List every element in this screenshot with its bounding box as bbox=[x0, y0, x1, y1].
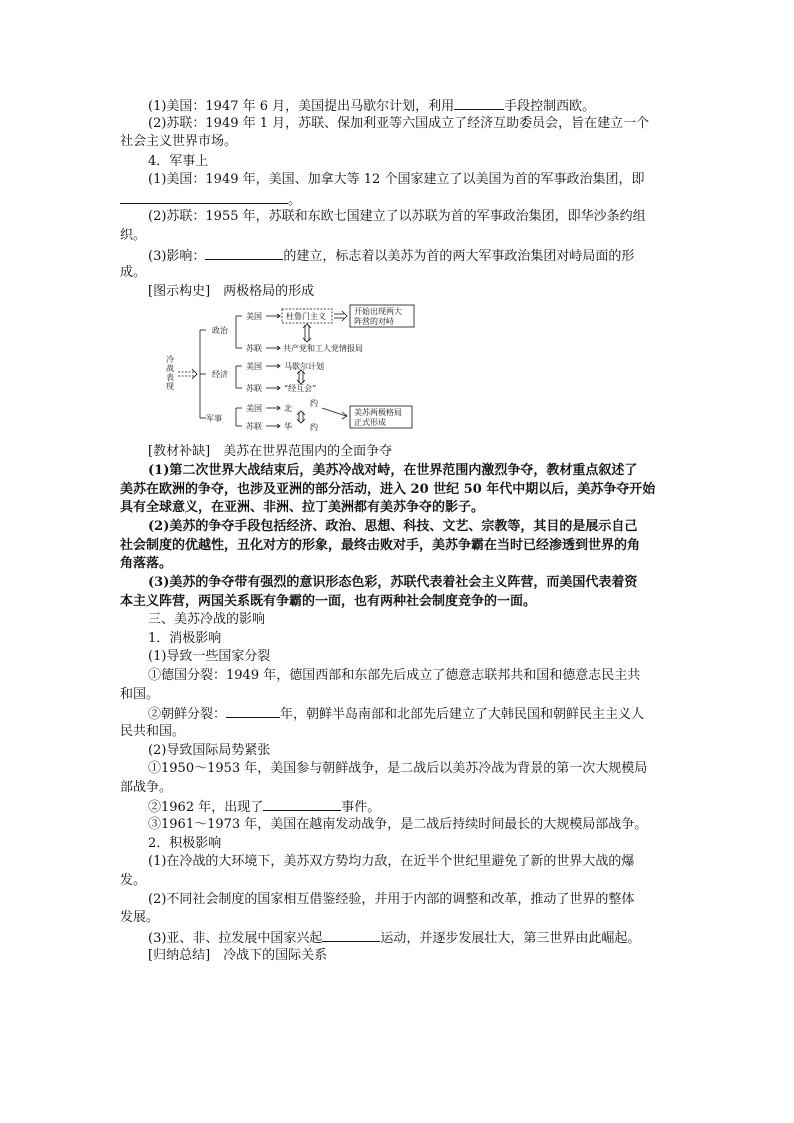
text-line: (3)美苏的争夺带有强烈的意识形态色彩，苏联代表着社会主义阵营，而美国代表着资 bbox=[148, 575, 638, 590]
text-line: 本主义阵营，两国关系既有争霸的一面，也有两种社会制度竞争的一面。 bbox=[120, 594, 537, 609]
text-line: 社会主义世界市场。 bbox=[120, 134, 238, 149]
politics-label: 政治 bbox=[212, 326, 228, 335]
fill-blank bbox=[322, 928, 380, 942]
north-label: 北 bbox=[284, 404, 292, 413]
text-line: 发展。 bbox=[120, 910, 160, 925]
us-label: 美国 bbox=[246, 362, 262, 371]
us-label: 美国 bbox=[246, 312, 262, 321]
text-line: (1)第二次世界大战结束后，美苏冷战对峙，在世界范围内激烈争夺，教材重点叙述了 bbox=[148, 463, 638, 478]
text-line: (2)导致国际局势紧张 bbox=[148, 743, 271, 758]
text-line: (1)美国：1949 年，美国、加拿大等 12 个国家建立了以美国为首的军事政治集团，即 bbox=[148, 172, 645, 187]
text-line: 和国。 bbox=[120, 687, 160, 702]
text-line: ②1962 年，出现了 事件。 bbox=[148, 797, 380, 817]
ussr-label: 苏联 bbox=[246, 384, 262, 393]
section-heading: [教材补缺] 美苏在世界范围内的全面争夺 bbox=[148, 444, 393, 459]
section-heading: 三、美苏冷战的影响 bbox=[148, 612, 266, 627]
fill-blank bbox=[205, 246, 283, 260]
fill-blank bbox=[454, 96, 504, 110]
text-line: (2)苏联：1955 年，苏联和东欧七国建立了以苏联为首的军事政治集团，即华沙条约组 bbox=[148, 209, 646, 224]
text-line: 民共和国。 bbox=[120, 724, 186, 739]
truman-doctrine-label: 杜鲁门主义 bbox=[286, 312, 326, 321]
ussr-label: 苏联 bbox=[246, 344, 262, 353]
fill-blank bbox=[226, 704, 280, 718]
hua-label: 华 bbox=[284, 422, 292, 431]
ussr-label: 苏联 bbox=[246, 422, 262, 431]
text-line: (1)在冷战的大环境下，美苏双方势均力敌，在近半个世纪里避免了新的世界大战的爆 bbox=[148, 854, 635, 869]
text-line: (2)美苏的争夺手段包括经济、政治、思想、科技、文艺、宗教等，其目的是展示自己 bbox=[148, 519, 638, 534]
text-line: ②朝鲜分裂： 年，朝鲜半岛南部和北部先后建立了大韩民国和朝鲜民主主义人 bbox=[148, 704, 644, 724]
text-line: 成。 bbox=[120, 265, 147, 280]
text-line: (1)美国：1947 年 6 月，美国提出马歇尔计划，利用 手段控制西欧。 bbox=[148, 96, 595, 116]
marshall-plan-label: 马歇尔计划 bbox=[284, 362, 324, 371]
section-heading: [图示构史] 两极格局的形成 bbox=[148, 284, 315, 299]
economy-label: 经济 bbox=[212, 370, 228, 379]
text-line: 。 bbox=[120, 190, 301, 210]
section-heading: 1．消极影响 bbox=[148, 631, 222, 646]
fill-blank bbox=[120, 190, 288, 204]
formal-line-1: 美苏两极格局 bbox=[354, 408, 402, 417]
text-line: (2)苏联：1949 年 1 月，苏联、保加利亚等六国成立了经济互助委员会，旨在建立一个 bbox=[148, 116, 650, 131]
svg-text:现: 现 bbox=[166, 382, 174, 391]
text-line: 部战争。 bbox=[120, 780, 173, 795]
bipolar-structure-diagram bbox=[160, 302, 430, 432]
text-line: ①1950～1953 年，美国参与朝鲜战争，是二战后以美苏冷战为背景的第一次大规模局 bbox=[148, 761, 648, 776]
military-label: 军事 bbox=[206, 414, 222, 423]
text-line: 社会制度的优越性，丑化对方的形象，最终击败对手，美苏争霸在当时已经渗透到世界的角 bbox=[120, 538, 641, 553]
text-line: 角落落。 bbox=[120, 556, 173, 571]
svg-text:战: 战 bbox=[166, 364, 174, 373]
text-line: ①德国分裂：1949 年，德国西部和东部先后成立了德意志联邦共和国和德意志民主共 bbox=[148, 668, 641, 683]
confrontation-line-2: 阵营的对峙 bbox=[354, 317, 394, 326]
comecon-label: “经互会” bbox=[284, 384, 317, 393]
text-line: 具有全球意义，在亚洲、非洲、拉丁美洲都有美苏争夺的影子。 bbox=[120, 500, 485, 515]
text-line: (2)不同社会制度的国家相互借鉴经验，并用于内部的调整和改革，推动了世界的整体 bbox=[148, 892, 635, 907]
text-line: 发。 bbox=[120, 873, 147, 888]
root-label: 冷 bbox=[166, 355, 174, 364]
section-heading: 2．积极影响 bbox=[148, 836, 222, 851]
formal-line-2: 正式形成 bbox=[354, 418, 386, 427]
text-line: 织。 bbox=[120, 228, 147, 243]
confrontation-line-1: 开始出现两大 bbox=[354, 307, 402, 316]
text-line: (1)导致一些国家分裂 bbox=[148, 649, 271, 664]
yue-label: 约 bbox=[310, 423, 318, 432]
fill-blank bbox=[263, 797, 341, 811]
section-heading: 4．军事上 bbox=[148, 154, 209, 169]
svg-text:表: 表 bbox=[166, 373, 174, 382]
yue-label: 约 bbox=[310, 399, 318, 408]
text-line: (3)影响： 的建立，标志着以美苏为首的两大军事政治集团对峙局面的形 bbox=[148, 246, 634, 266]
text-line: (3)亚、非、拉发展中国家兴起 运动，并逐步发展壮大，第三世界由此崛起。 bbox=[148, 928, 640, 948]
text-line: 美苏在欧洲的争夺，也涉及亚洲的部分活动，进入 20 世纪 50 年代中期以后，美苏争夺开始 bbox=[120, 482, 656, 497]
us-label: 美国 bbox=[246, 404, 262, 413]
section-heading: [归纳总结] 冷战下的国际关系 bbox=[148, 948, 328, 963]
cominform-label: 共产党和工人党情报局 bbox=[283, 344, 363, 353]
text-line: ③1961～1973 年，美国在越南发动战争，是二战后持续时间最长的大规模局部战争。 bbox=[148, 817, 648, 832]
